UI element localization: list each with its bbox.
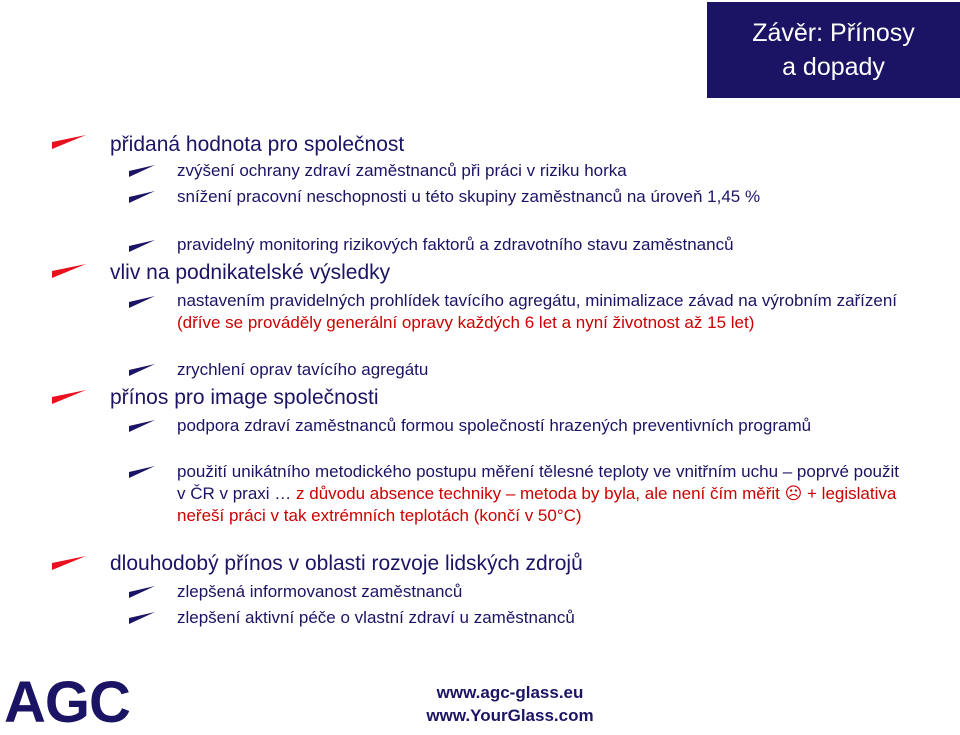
section-heading: dlouhodobý přínos v oblasti rozvoje lidských zdrojů xyxy=(110,552,583,575)
flag-bullet-icon xyxy=(129,364,155,376)
list-item-text: nastavením pravidelných prohlídek tavícího agregátu, minimalizace závad na výrobním zařízení xyxy=(177,291,898,310)
footer-links xyxy=(340,681,680,727)
list-item: podpora zdraví zaměstnanců formou společností hrazených preventivních programů xyxy=(177,416,812,435)
flag-bullet-icon xyxy=(129,296,155,308)
flag-bullet-icon xyxy=(129,420,155,432)
list-item: zlepšení aktivní péče o vlastní zdraví u zaměstnanců xyxy=(177,608,575,627)
flag-bullet-icon xyxy=(52,135,86,149)
list-item-text: použití unikátního metodického postupu měření tělesné teploty ve vnitřním uchu – poprvé použit v ČR v praxi … xyxy=(177,462,899,503)
section-heading: vliv na podnikatelské výsledky xyxy=(110,261,391,284)
flag-bullet-icon xyxy=(129,165,155,177)
flag-bullet-icon xyxy=(129,191,155,203)
flag-bullet-icon xyxy=(52,556,86,570)
slide-title-line2: a dopady xyxy=(782,53,885,81)
flag-bullet-icon xyxy=(52,390,86,404)
flag-bullet-icon xyxy=(129,612,155,624)
website-link-yourglass[interactable]: www.YourGlass.com xyxy=(426,706,594,725)
list-item xyxy=(177,461,912,527)
slide-title xyxy=(707,2,960,98)
flag-bullet-icon xyxy=(129,466,155,478)
list-item xyxy=(177,290,912,334)
slide-title-line1: Závěr: Přínosy xyxy=(752,19,915,47)
flag-bullet-icon xyxy=(52,264,86,278)
flag-bullet-icon xyxy=(129,240,155,252)
flag-bullet-icon xyxy=(129,586,155,598)
section-heading: přínos pro image společnosti xyxy=(110,386,379,409)
agc-logo: AGC xyxy=(4,670,130,735)
section-heading: přidaná hodnota pro společnost xyxy=(110,133,405,156)
website-link-agc-glass[interactable]: www.agc-glass.eu xyxy=(436,683,584,702)
list-item: zvýšení ochrany zdraví zaměstnanců při práci v riziku horka xyxy=(177,161,627,180)
list-item: pravidelný monitoring rizikových faktorů a zdravotního stavu zaměstnanců xyxy=(177,235,734,254)
list-item-red-text: z důvodu absence techniky – metoda by byla, ale není čím měřit ☹ + legislativa neřeší práci v tak extrémních teplotách (končí v 50°C) xyxy=(177,484,897,525)
list-item: zlepšená informovanost zaměstnanců xyxy=(177,582,463,601)
list-item: snížení pracovní neschopnosti u této skupiny zaměstnanců na úroveň 1,45 % xyxy=(177,187,761,206)
list-item-red-text: (dříve se prováděly generální opravy každých 6 let a nyní životnost až 15 let) xyxy=(177,313,755,332)
list-item: zrychlení oprav tavícího agregátu xyxy=(177,360,429,379)
